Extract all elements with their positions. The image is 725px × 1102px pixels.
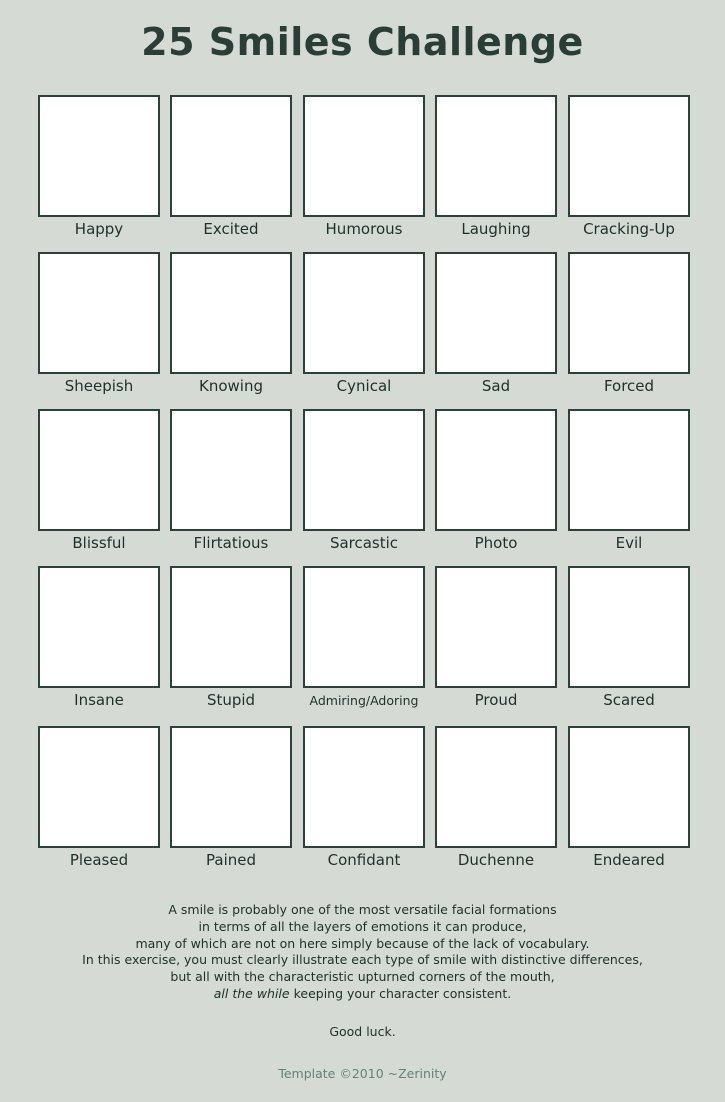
smile-cell-forced[interactable] <box>568 252 690 395</box>
smile-label: Confidant <box>327 851 401 869</box>
template-credit: Template ©2010 ~Zerinity <box>278 1066 447 1081</box>
drawing-box[interactable] <box>170 566 292 688</box>
drawing-box[interactable] <box>568 566 690 688</box>
smile-label: Humorous <box>325 220 403 238</box>
smile-label: Blissful <box>72 534 126 552</box>
smile-label: Sad <box>481 377 511 395</box>
smile-label: Scared <box>603 691 655 709</box>
smile-label: Admiring/Adoring <box>309 693 419 708</box>
drawing-box[interactable] <box>38 409 160 531</box>
description-line: A smile is probably one of the most versatile facial formations <box>168 902 557 917</box>
smile-cell-laughing[interactable] <box>435 95 557 238</box>
smile-cell-scared[interactable] <box>568 566 690 709</box>
drawing-box[interactable] <box>568 252 690 374</box>
description-emphasis: all the while <box>213 985 290 1001</box>
description-line: but all with the characteristic upturned corners of the mouth, <box>170 969 555 985</box>
drawing-box[interactable] <box>435 726 557 848</box>
drawing-box[interactable] <box>170 252 292 374</box>
grid-row <box>38 726 690 883</box>
smile-cell-stupid[interactable] <box>170 566 292 709</box>
smile-label: Cynical <box>336 377 392 395</box>
smile-label: Endeared <box>593 851 665 869</box>
page-title: 25 Smiles Challenge <box>141 20 584 64</box>
smile-label: Pained <box>206 851 256 869</box>
description-line-rest: keeping your character consistent. <box>289 985 512 1001</box>
smile-label: Photo <box>474 534 518 552</box>
smile-cell-confidant[interactable] <box>303 726 425 869</box>
grid-row <box>38 252 690 409</box>
description-line: in terms of all the layers of emotions it can produce, <box>198 918 527 934</box>
description <box>0 902 725 1003</box>
smile-cell-happy[interactable] <box>38 95 160 238</box>
smile-cell-knowing[interactable] <box>170 252 292 395</box>
drawing-box[interactable] <box>568 95 690 217</box>
drawing-box[interactable] <box>170 95 292 217</box>
smile-label: Sarcastic <box>329 534 399 552</box>
drawing-box[interactable] <box>435 252 557 374</box>
drawing-box[interactable] <box>568 409 690 531</box>
smile-label: Forced <box>603 377 655 395</box>
smile-cell-excited[interactable] <box>170 95 292 238</box>
smile-cell-endeared[interactable] <box>568 726 690 869</box>
drawing-box[interactable] <box>303 566 425 688</box>
smile-cell-proud[interactable] <box>435 566 557 709</box>
grid-row <box>38 566 690 723</box>
drawing-box[interactable] <box>38 726 160 848</box>
grid-row <box>38 95 690 252</box>
smile-cell-blissful[interactable] <box>38 409 160 552</box>
description-line: many of which are not on here simply because of the lack of vocabulary. <box>135 935 590 951</box>
drawing-box[interactable] <box>303 409 425 531</box>
drawing-box[interactable] <box>38 566 160 688</box>
drawing-box[interactable] <box>435 566 557 688</box>
smile-label: Proud <box>474 691 518 709</box>
smile-label: Stupid <box>206 691 256 709</box>
drawing-box[interactable] <box>38 95 160 217</box>
drawing-box[interactable] <box>38 252 160 374</box>
drawing-box[interactable] <box>303 726 425 848</box>
smile-label: Pleased <box>69 851 129 869</box>
smile-label: Insane <box>74 691 124 709</box>
smile-cell-sheepish[interactable] <box>38 252 160 395</box>
smile-label: Laughing <box>461 220 531 238</box>
drawing-box[interactable] <box>568 726 690 848</box>
drawing-box[interactable] <box>303 252 425 374</box>
drawing-box[interactable] <box>170 726 292 848</box>
grid-row <box>38 409 690 566</box>
smile-cell-pleased[interactable] <box>38 726 160 869</box>
description-line: In this exercise, you must clearly illustrate each type of smile with distinctive differences, <box>82 952 643 968</box>
smile-cell-flirtatious[interactable] <box>170 409 292 552</box>
smile-cell-admiring-adoring[interactable] <box>303 566 425 708</box>
smile-label: Duchenne <box>457 851 535 869</box>
smile-cell-photo[interactable] <box>435 409 557 552</box>
closing-text: Good luck. <box>329 1024 396 1039</box>
drawing-box[interactable] <box>435 95 557 217</box>
description-line <box>0 986 725 1003</box>
drawing-box[interactable] <box>303 95 425 217</box>
smile-label: Sheepish <box>64 377 134 395</box>
smiles-grid <box>38 95 690 880</box>
smile-cell-insane[interactable] <box>38 566 160 709</box>
smile-cell-duchenne[interactable] <box>435 726 557 869</box>
smile-cell-evil[interactable] <box>568 409 690 552</box>
smile-cell-cracking-up[interactable] <box>568 95 690 238</box>
smile-label: Flirtatious <box>193 534 269 552</box>
smile-label: Cracking-Up <box>583 220 675 238</box>
drawing-box[interactable] <box>435 409 557 531</box>
smile-label: Knowing <box>199 377 263 395</box>
smile-cell-humorous[interactable] <box>303 95 425 238</box>
smile-cell-sarcastic[interactable] <box>303 409 425 552</box>
drawing-box[interactable] <box>170 409 292 531</box>
smile-cell-pained[interactable] <box>170 726 292 869</box>
smile-cell-cynical[interactable] <box>303 252 425 395</box>
smile-label: Excited <box>203 220 259 238</box>
smile-label: Evil <box>615 534 643 552</box>
smile-label: Happy <box>74 220 124 238</box>
smile-cell-sad[interactable] <box>435 252 557 395</box>
